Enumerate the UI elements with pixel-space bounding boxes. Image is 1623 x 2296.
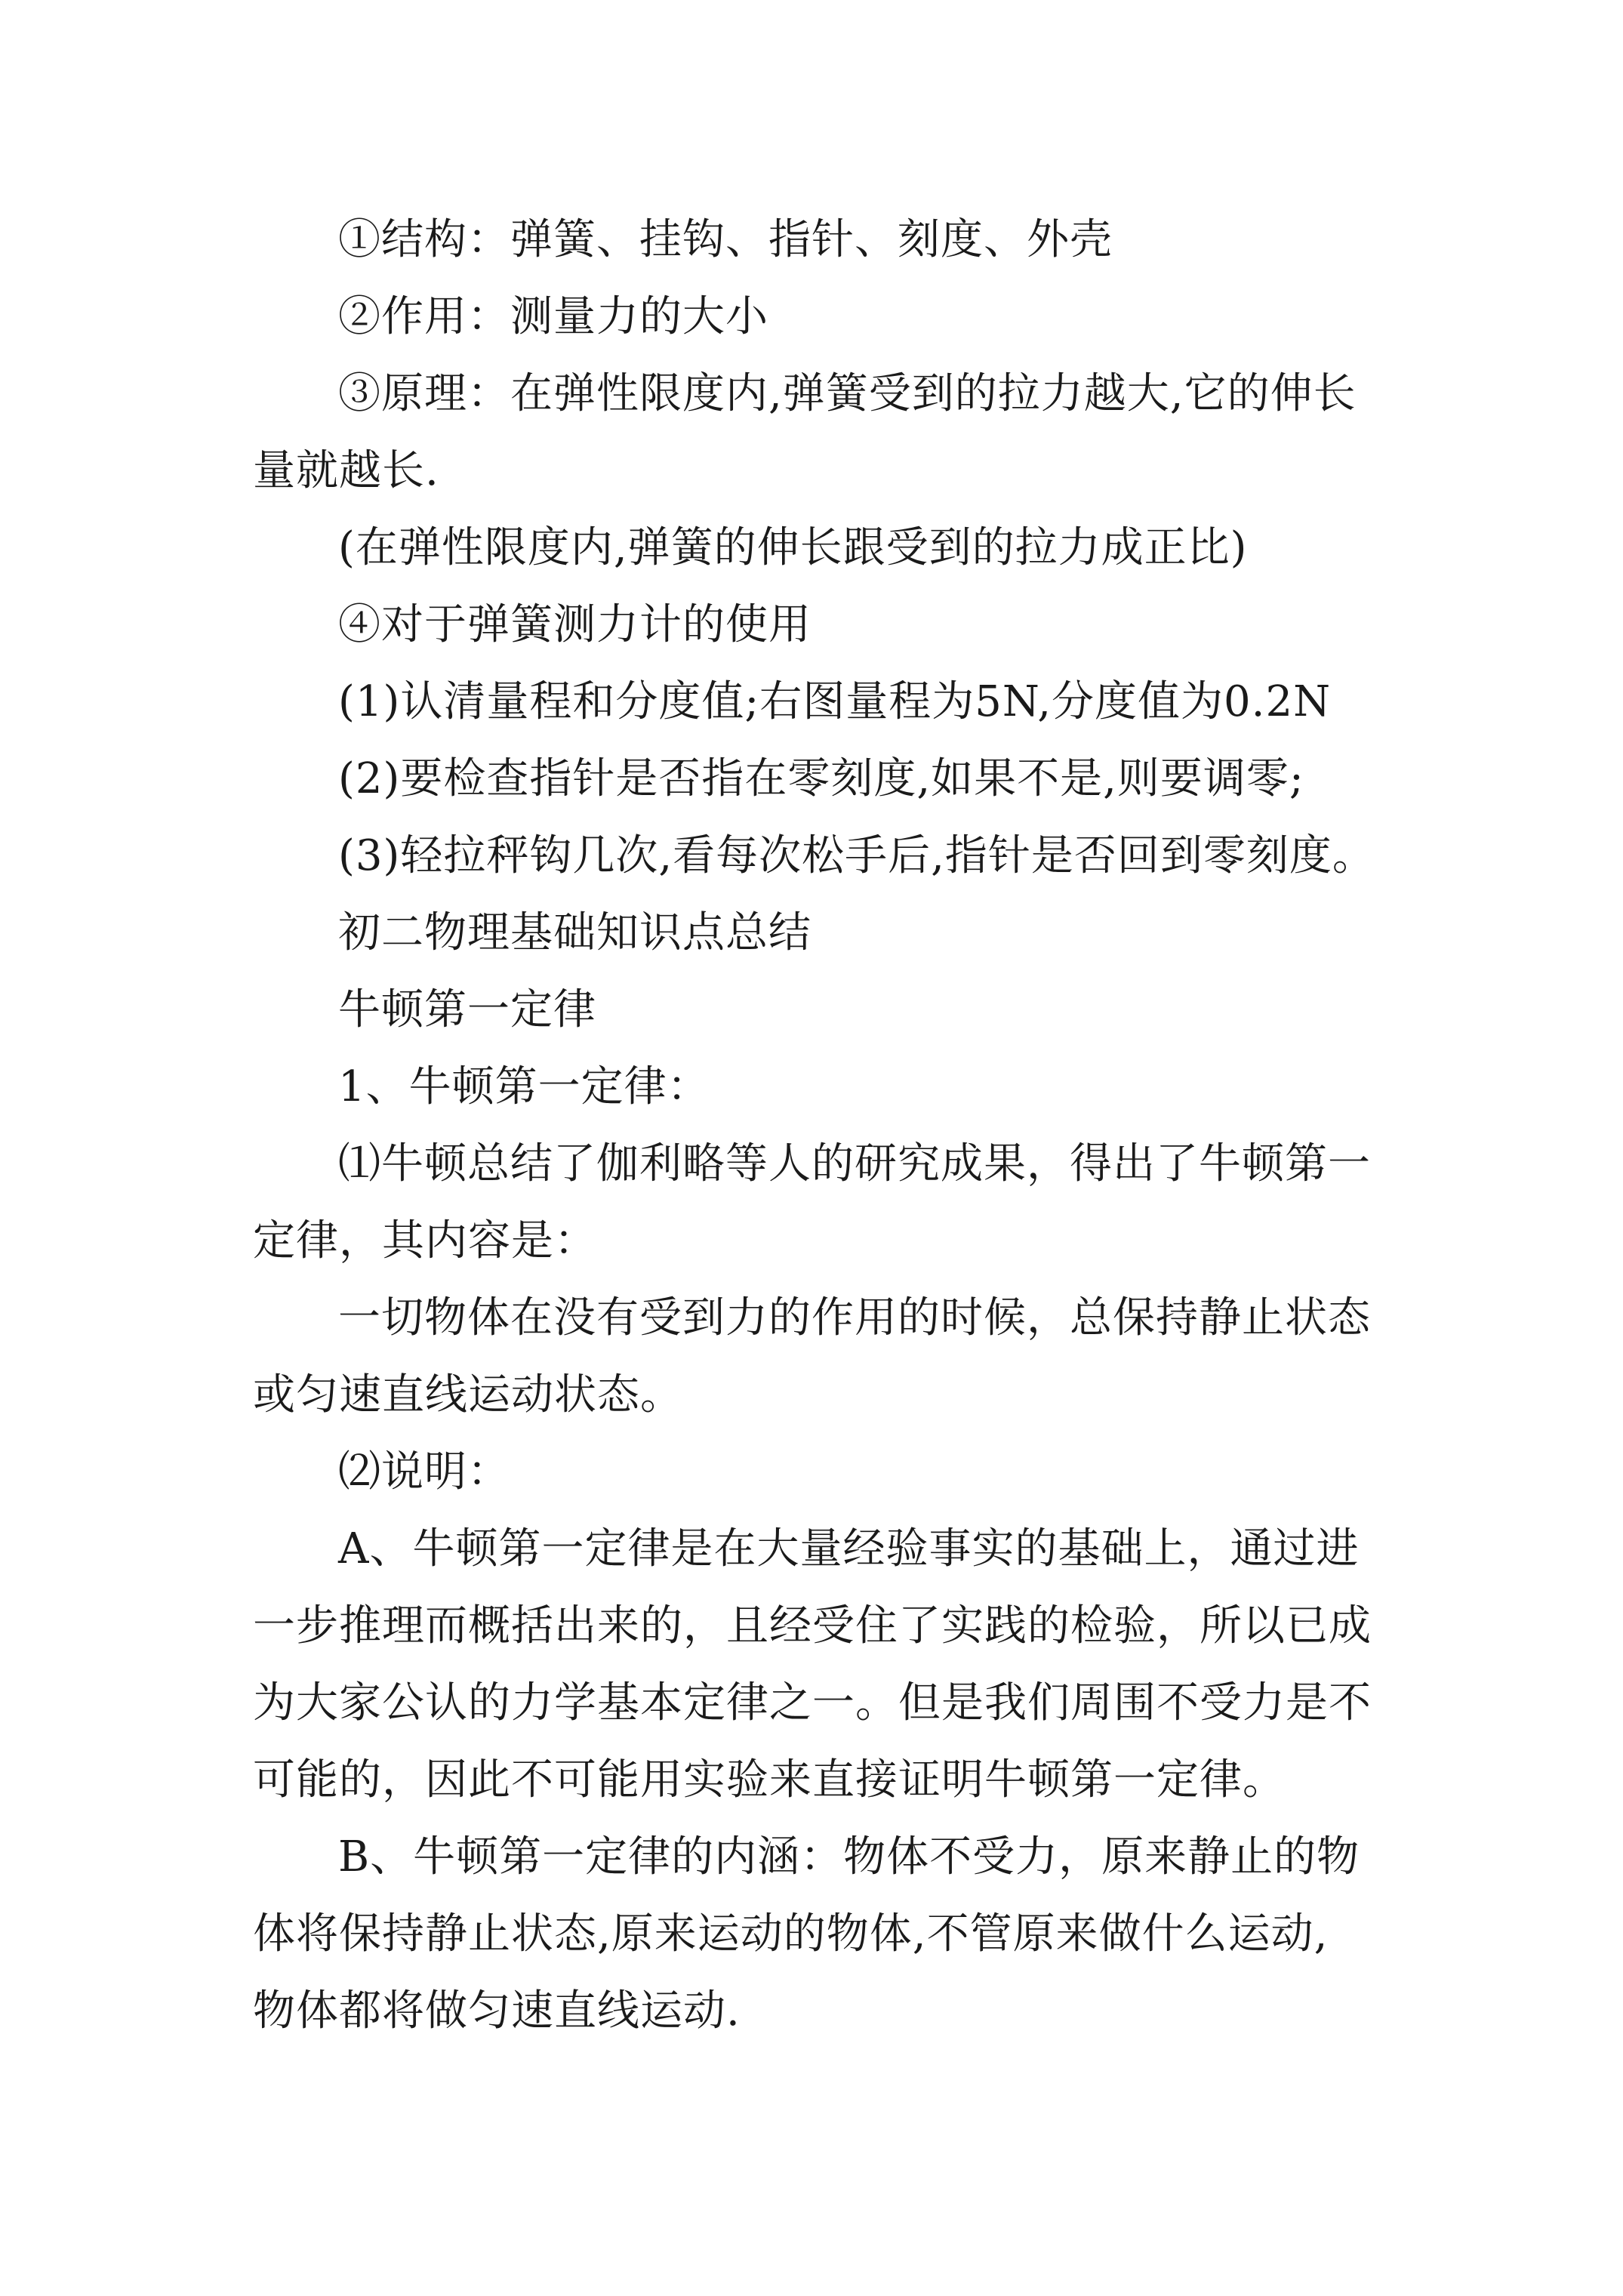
text-line-principle: ③原理：在弹性限度内,弹簧受到的拉力越大,它的伸长 <box>338 369 1357 418</box>
text-line-newton-summary-cont: 定律，其内容是： <box>253 1216 597 1265</box>
text-line-explanation-a: A、牛顿第一定律是在大量经验事实的基础上，通过进 <box>338 1524 1360 1573</box>
subsection-title: 牛顿第一定律 <box>338 985 596 1034</box>
text-line-principle-cont: 量就越长. <box>253 446 439 495</box>
text-line-usage-heading: ④对于弹簧测力计的使用 <box>338 600 812 649</box>
item-heading-1: 1、牛顿第一定律： <box>338 1062 710 1111</box>
text-line-explanation-a-cont3: 可能的，因此不可能用实验来直接证明牛顿第一定律。 <box>253 1755 1286 1804</box>
text-line-law-content: 一切物体在没有受到力的作用的时候，总保持静止状态 <box>338 1293 1371 1342</box>
text-line-explanation-a-cont2: 为大家公认的力学基本定律之一。但是我们周围不受力是不 <box>253 1678 1372 1727</box>
text-line-proportional-note: (在弹性限度内,弹簧的伸长跟受到的拉力成正比) <box>338 523 1248 572</box>
text-line-usage-3: (3)轻拉秤钩几次,看每次松手后,指针是否回到零刻度。 <box>338 831 1375 880</box>
text-line-newton-summary: ⑴牛顿总结了伽利略等人的研究成果，得出了牛顿第一 <box>338 1139 1371 1188</box>
text-line-explanation-b-cont2: 物体都将做匀速直线运动. <box>253 1986 741 2036</box>
text-line-explanation-b: B、牛顿第一定律的内涵：物体不受力，原来静止的物 <box>338 1832 1360 1881</box>
text-line-usage-2: (2)要检查指针是否指在零刻度,如果不是,则要调零; <box>338 754 1304 803</box>
text-line-law-content-cont: 或匀速直线运动状态。 <box>253 1370 683 1419</box>
text-line-explanation-a-cont1: 一步推理而概括出来的，且经受住了实践的检验，所以已成 <box>253 1601 1372 1650</box>
text-line-explanation-b-cont1: 体将保持静止状态,原来运动的物体,不管原来做什么运动, <box>253 1909 1329 1959</box>
text-line-explanation-heading: ⑵说明： <box>338 1447 510 1496</box>
section-title: 初二物理基础知识点总结 <box>338 908 812 957</box>
text-line-structure: ①结构：弹簧、挂钩、指针、刻度、外壳 <box>338 215 1113 264</box>
text-line-function: ②作用：测量力的大小 <box>338 292 768 341</box>
text-line-usage-1: (1)认清量程和分度值;右图量程为5N,分度值为0.2N <box>338 677 1332 726</box>
